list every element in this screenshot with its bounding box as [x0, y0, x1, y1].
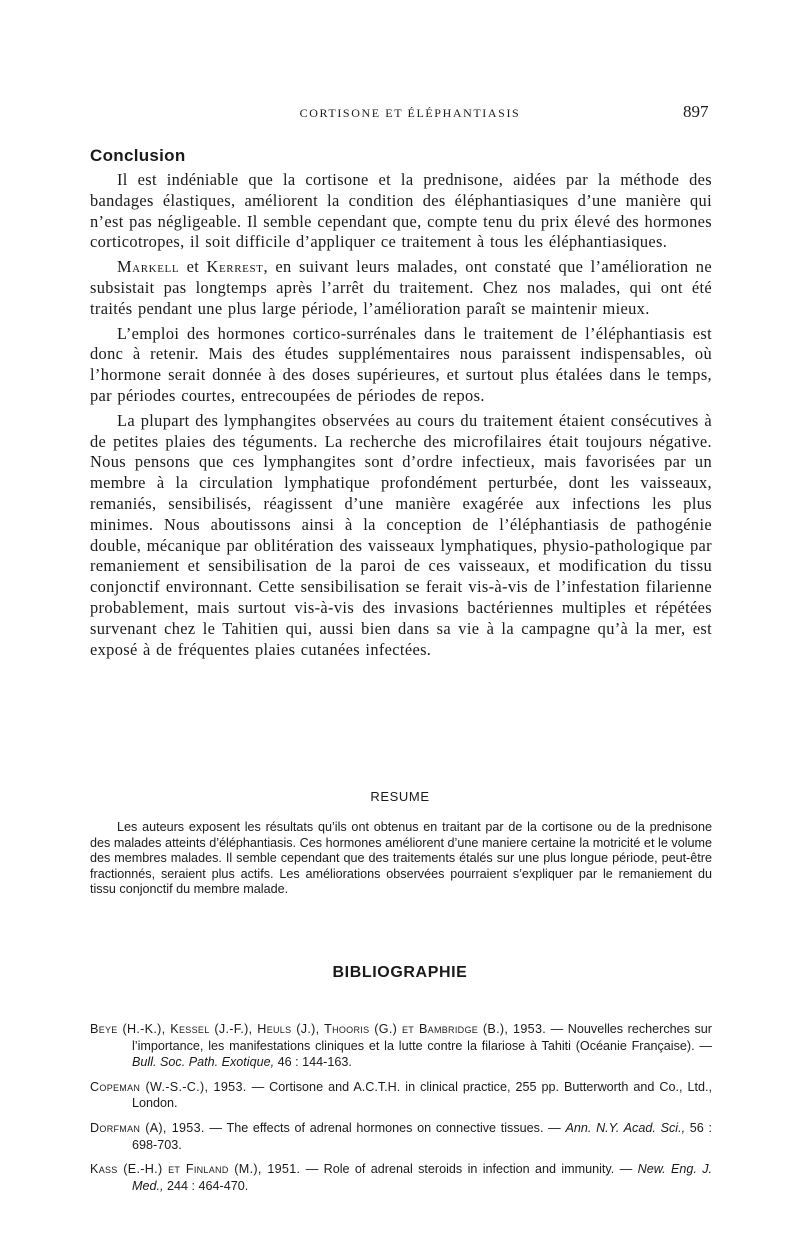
running-title: CORTISONE ET ÉLÉPHANTIASIS: [299, 106, 521, 120]
bibliography-entry: [90, 1120, 712, 1153]
bib-pages: 46 : 144-163.: [274, 1055, 352, 1070]
bib-authors: Copeman (W.-S.-C.), 1953.: [90, 1079, 247, 1094]
bibliography-entry: [90, 1021, 712, 1071]
resume-text: Les auteurs exposent les résultats qu’ils ont obtenus en traitant par de la cortisone ou de la prednisone des malades atteints d’éléphantiasis. Ces hormones améliorent d’une maniere certaine la motricité et le volume des membres malades. Il semble cependant que des traitements étalés sur une plus longue période, peut-être fractionnés, seraient plus actifs. Les améliorations observées pourraient s’expliquer par le remaniement du tissu conjonctif du membre malade.: [90, 820, 712, 897]
page-number: 897: [683, 102, 709, 121]
conclusion-paragraph-4: La plupart des lymphangites observées au cours du traitement étaient consécutives à de petites plaies des téguments. La recherche des microfilaires était toujours négative. Nous pensons que ces lymphangites sont d’ordre infectieux, mais favorisées par un membre à la circulation lymphatique profondément perturbée, dont les vaisseaux, remaniés, sensibilisés, réagissent d’une manière exagérée aux infections les plus minimes. Nous aboutissons ainsi à la conception de l’éléphantiasis de pathogénie double, mécanique par oblitération des vaisseaux lymphatiques, physio-pathologique par remaniement et sensibilisation de la paroi de ces vaisseaux, et modification du tissu conjonctif environnant. Cette sensibilisation se ferait vis-à-vis de l’infestation filarienne probablement, mais surtout vis-à-vis des invasions bactériennes multiples et répétées survenant chez le Tahitien qui, aussi bien dans sa vie à la campagne qu’à la mer, est exposé à de fréquentes plaies cutanées infectées.: [90, 410, 712, 659]
bib-pages: 56 : 698-703.: [132, 1120, 713, 1152]
bib-text: — Role of adrenal steroids in infection and immunity. —: [300, 1162, 638, 1177]
conjunction: et: [179, 257, 207, 277]
bibliography-entry: [90, 1079, 712, 1112]
bibliography-heading: BIBLIOGRAPHIE: [332, 964, 468, 981]
bib-text: — Nouvelles recherches sur l’importance, les manifestations cliniques et la lutte contre la filariose à Tahiti (Océanie Française). —: [132, 1022, 713, 1053]
conclusion-paragraph-1: Il est indéniable que la cortisone et la prednisone, aidées par la méthode des bandages élastiques, améliorent la condition des éléphantiasiques d’une manière qui n’est pas négligeable. Il semble cependant que, compte tenu du prix élevé des hormones corticotropes, il soit difficile d’appliquer ce traitement à tous les éléphantiasiques.: [90, 170, 712, 252]
author-name: Markell: [117, 257, 180, 277]
bib-source: Bull. Soc. Path. Exotique,: [132, 1055, 275, 1070]
resume-heading: RESUME: [370, 789, 430, 804]
conclusion-paragraph-2: [90, 257, 712, 319]
running-header: [0, 102, 800, 124]
conclusion-heading: Conclusion: [90, 146, 186, 165]
bib-authors: Dorfman (A), 1953.: [90, 1120, 205, 1135]
bibliography-entry: [90, 1161, 712, 1194]
bib-source: New. Eng. J. Med.,: [132, 1162, 712, 1193]
bib-text: — Cortisone and A.C.T.H. in clinical practice, 255 pp. Butterworth and Co., Ltd., London.: [132, 1079, 712, 1111]
bib-authors: Kass (E.-H.) et Finland (M.), 1951.: [90, 1162, 301, 1177]
bibliography-list: [90, 1021, 712, 1202]
bib-authors: Beye (H.-K.), Kessel (J.-F.), Heuls (J.), Thooris (G.) et Bambridge (B.), 1953.: [90, 1022, 547, 1036]
author-name: Kerrest: [206, 257, 264, 277]
bib-source: Ann. N.Y. Acad. Sci.,: [565, 1120, 686, 1135]
bib-text: — The effects of adrenal hormones on connective tissues. —: [204, 1120, 566, 1135]
bib-pages: 244 : 464-470.: [163, 1178, 249, 1193]
conclusion-body: [90, 170, 712, 664]
conclusion-paragraph-3: L’emploi des hormones cortico-surrénales dans le traitement de l’éléphantiasis est donc à retenir. Mais des études supplémentaires nous paraissent indispensables, où l’hormone serait donnée à des doses supérieures, et surtout plus étalées dans le temps, par périodes courtes, entrecoupées de périodes de repos.: [90, 323, 712, 405]
paragraph-text: , en suivant leurs malades, ont constaté que l’amélioration ne subsistait pas longtemps après l’arrêt du traitement. Chez nos malades, qui ont été traités pendant une plus large période, l’amélioration paraît se maintenir mieux.: [90, 257, 712, 318]
